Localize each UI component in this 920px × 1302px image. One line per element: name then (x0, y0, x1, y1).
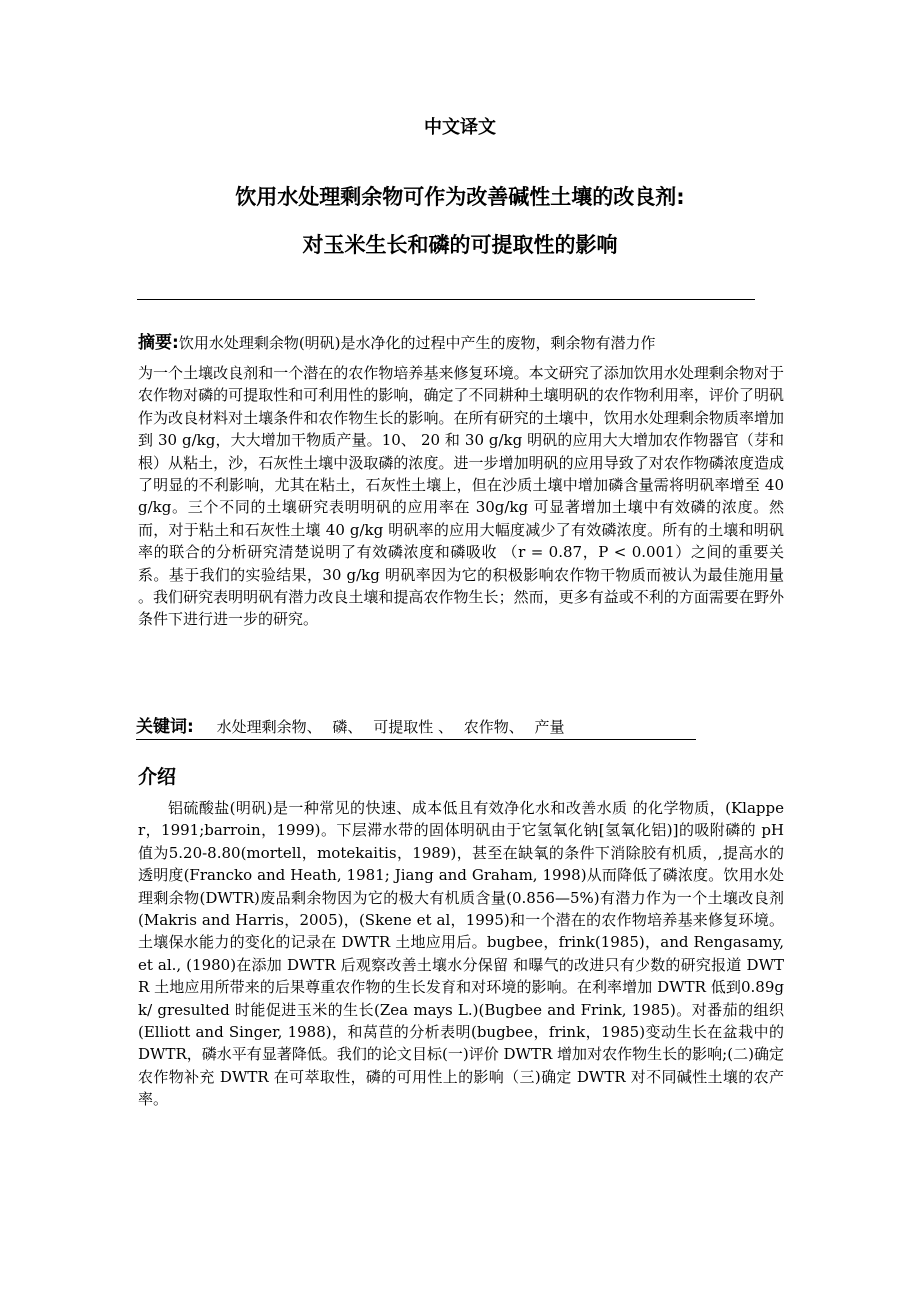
abstract-body: 为一个土壤改良剂和一个潜在的农作物培养基来修复环境。本文研究了添加饮用水处理剩余物对于农作物对磷的可提取性和可利用性的影响，确定了不同耕种土壤明矾的农作物利用率，评价了明矾作为改良材料对土壤条件和农作物生长的影响。在所有研究的土壤中，饮用水处理剩余物质率增加到 30 g/kg，大大增加干物质产量。10、 20 和 30 g/kg 明矾的应用大大增加农作物器官（芽和根）从粘土，沙，石灰性土壤中汲取磷的浓度。进一步增加明矾的应用导致了对农作物磷浓度造成了明显的不利影响，尤其在粘土，石灰性土壤上，但在沙质土壤中增加磷含量需将明矾率增至 40 g/kg。三个不同的土壤研究表明明矾的应用率在 30g/kg 可显著增加土壤中有效磷的浓度。然而，对于粘土和石灰性土壤 40 g/kg 明矾率的应用大幅度减少了有效磷浓度。所有的土壤和明矾率的联合的分析研究清楚说明了有效磷浓度和磷吸收 （r = 0.87，P < 0.001）之间的重要关系。基于我们的实验结果，30 g/kg 明矾率因为它的积极影响农作物干物质而被认为最佳施用量 。我们研究表明明矾有潜力改良土壤和提高农作物生长；然而，更多有益或不利的方面需要在野外条件下进行进一步的研究。 (138, 364, 784, 629)
title-divider (137, 299, 755, 300)
abstract-first-line (138, 330, 784, 356)
paper-title-line-1: 饮用水处理剩余物可作为改善碱性土壤的改良剂: (235, 185, 685, 209)
keyword-item: 农作物、 (463, 718, 524, 736)
keyword-item: 产量 (534, 718, 565, 736)
keyword-item: 水处理剩余物、 (216, 718, 322, 736)
introduction-paragraph: 铝硫酸盐(明矾)是一种常见的快速、成本低且有效净化水和改善水质 的化学物质，(Klapper，1991;barroin，1999)。下层滞水带的固体明矾由于它氢氧化钠[氢氧化铝)]的吸附磷的 pH 值为5.20-8.80(mortell，motekaitis，1989)，甚至在缺氧的条件下消除胶有机质，,提高水的透明度(Francko and Heath, 1981; Jiang and Graham, 1998)从而降低了磷浓度。饮用水处理剩余物(DWTR)废品剩余物因为它的极大有机质含量(0.856—5%)有潜力作为一个土壤改良剂(Makris and Harris，2005)，(Skene et al，1995)和一个潜在的农作物培养基来修复环境。土壤保水能力的变化的记录在 DWTR 土地应用后。bugbee，frink(1985)，and Rengasamy, et al., (1980)在添加 DWTR 后观察改善土壤水分保留 和曝气的改进只有少数的研究报道 DWTR 土地应用所带来的后果尊重农作物的生长发育和对环境的影响。在利率增加 DWTR 低到0.89gk/ gresulted 时能促进玉米的生长(Zea mays L.)(Bugbee and Frink, 1985)。对番茄的组织(Elliott and Singer, 1988)，和莴苣的分析表明(bugbee，frink，1985)变动生长在盆栽中的 DWTR，磷水平有显著降低。我们的论文目标(一)评价 DWTR 增加对农作物生长的影响;(二)确定农作物补充 DWTR 在可萃取性，磷的可用性上的影响（三)确定 DWTR 对不同碱性土壤的农产率。 (138, 799, 784, 1109)
abstract-first-text: 饮用水处理剩余物(明矾)是水净化的过程中产生的废物，剩余物有潜力作 (178, 334, 656, 352)
translation-header: 中文译文 (424, 117, 496, 138)
keywords-row (136, 715, 696, 740)
section-title-introduction: 介绍 (138, 766, 177, 788)
abstract-label: 摘要: (138, 333, 179, 353)
keyword-item: 可提取性 、 (373, 718, 453, 736)
keyword-item: 磷、 (332, 718, 363, 736)
keywords-label: 关键词: (136, 717, 194, 737)
abstract (138, 330, 784, 631)
paper-title-line-2: 对玉米生长和磷的可提取性的影响 (302, 233, 618, 257)
